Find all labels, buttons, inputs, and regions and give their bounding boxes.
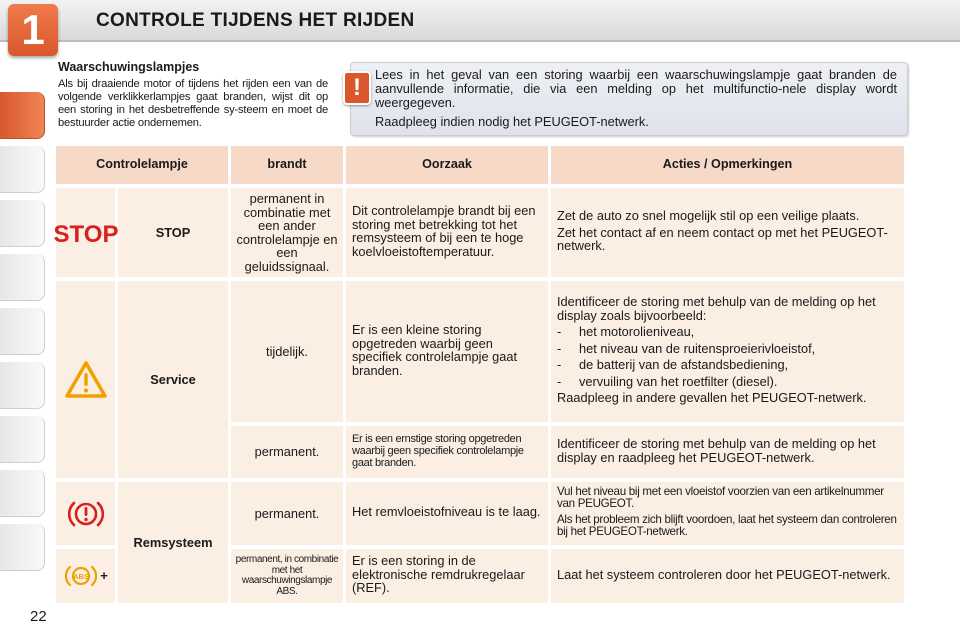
- chapter-tab-5[interactable]: [0, 308, 45, 355]
- lamp-name-service: Service: [118, 281, 228, 478]
- list-item: [557, 358, 898, 372]
- brandt-service-2: permanent.: [231, 426, 343, 478]
- brandt-stop: permanent in combinatie met een ander controlelampje en een geluidssignaal.: [231, 188, 343, 277]
- stop-icon: [53, 218, 118, 248]
- actie-text: Identificeer de storing met behulp van de melding op het display zoals bijvoorbeeld:: [557, 294, 876, 323]
- service-warning-icon: [56, 281, 115, 478]
- actie-text: Identificeer de storing met behulp van de melding op het display en raadpleeg het PEUGEOT-netwerk.: [557, 436, 876, 465]
- oorzaak-stop: [346, 188, 548, 277]
- plus-sign: +: [100, 568, 108, 584]
- list-item: [557, 375, 898, 389]
- oorzaak-text: Er is een kleine storing opgetreden waarbij geen specifiek controlelampje gaat branden.: [352, 322, 518, 378]
- brandt-rem-2: permanent, in combinatie met het waarschuwingslampje ABS.: [231, 549, 343, 603]
- svg-text:STOP: STOP: [53, 220, 118, 248]
- notice-paragraph: Lees in het geval van een storing waarbij een waarschuwingslampje gaat branden de aanvullende informatie, die via een melding op het multifunctio-nele display wordt weergegeven.: [375, 67, 897, 110]
- chapter-tab-2[interactable]: [0, 146, 45, 193]
- brake-circle-icon: [66, 498, 106, 530]
- actie-text: Vul het niveau bij met een vloeistof voorzien van een artikelnummer van PEUGEOT.: [557, 484, 884, 510]
- bullet-text: vervuiling van het roetfilter (diesel).: [579, 373, 778, 389]
- chapter-tab-3[interactable]: [0, 200, 45, 247]
- notice-paragraph: Raadpleeg indien nodig het PEUGEOT-netwerk.: [375, 114, 649, 129]
- oorzaak-rem-2: [346, 549, 548, 603]
- page-title: CONTROLE TIJDENS HET RIJDEN: [96, 10, 415, 31]
- lamp-name-rem: Remsysteem: [118, 482, 228, 603]
- brandt-service-1: tijdelijk.: [231, 281, 343, 422]
- intro-text: Als bij draaiende motor of tijdens het rijden een van de volgende verklikkerlampjes gaat branden, wijst dit op een storing in het desbetreffende sy-steem en moet de bestuurder actie ondernemen.: [58, 78, 328, 129]
- oorzaak-service-2: [346, 426, 548, 478]
- chapter-tab-1[interactable]: [0, 92, 45, 139]
- bullet-mark: -: [557, 324, 562, 340]
- page-header: [0, 0, 960, 56]
- chapter-tab-7[interactable]: [0, 416, 45, 463]
- bullet-mark: -: [557, 340, 562, 356]
- brake-warning-icon: [56, 482, 115, 545]
- column-header: Controlelampje: [56, 146, 228, 184]
- chapter-tab-6[interactable]: [0, 362, 45, 409]
- list-item: [557, 325, 898, 339]
- bullet-text: de batterij van de afstandsbediening,: [579, 357, 789, 373]
- acties-stop: [551, 188, 904, 277]
- acties-service-1: [551, 281, 904, 422]
- brandt-rem-1: permanent.: [231, 482, 343, 545]
- oorzaak-service-1: [346, 281, 548, 422]
- oorzaak-text: Er is een ernstige storing opgetreden waarbij geen specifiek controlelampje gaat branden.: [352, 432, 524, 469]
- warning-triangle-icon: [64, 360, 108, 400]
- actie-text: Raadpleeg in andere gevallen het PEUGEOT-netwerk.: [557, 390, 867, 406]
- notice-text: [375, 68, 897, 134]
- abs-warning-icon: [56, 549, 115, 603]
- oorzaak-text: Dit controlelampje brandt bij een storing met betrekking tot het remsysteem of bij een te hoge koelvloeistoftemperatuur.: [352, 203, 536, 259]
- actie-text: Zet de auto zo snel mogelijk stil op een veilige plaats.: [557, 208, 860, 224]
- chapter-tab-8[interactable]: [0, 470, 45, 517]
- bullet-text: het motorolieniveau,: [579, 324, 695, 340]
- chapter-badge: 1: [8, 4, 58, 56]
- column-header: brandt: [231, 146, 343, 184]
- abs-icon: [63, 563, 99, 589]
- bullet-mark: -: [557, 373, 562, 389]
- lamp-name-stop: STOP: [118, 188, 228, 277]
- oorzaak-rem-1: [346, 482, 548, 545]
- actie-text: Laat het systeem controleren door het PEUGEOT-netwerk.: [557, 566, 891, 582]
- actie-text: Als het probleem zich blijft voordoen, laat het systeem dan controleren bij het PEUGEOT-netwerk.: [557, 512, 897, 538]
- oorzaak-text: Het remvloeistofniveau is te laag.: [352, 504, 541, 520]
- column-header: Oorzaak: [346, 146, 548, 184]
- bullet-mark: -: [557, 357, 562, 373]
- page-number: 22: [30, 608, 47, 625]
- acties-rem-1: [551, 482, 904, 545]
- exclamation-icon: !: [343, 71, 371, 105]
- chapter-tab-4[interactable]: [0, 254, 45, 301]
- bullet-text: het niveau van de ruitensproeierivloeistof,: [579, 340, 816, 356]
- acties-rem-2: [551, 549, 904, 603]
- stop-warning-icon: [53, 188, 118, 277]
- actie-text: Zet het contact af en neem contact op met het PEUGEOT-netwerk.: [557, 224, 888, 254]
- chapter-tabs: [0, 56, 48, 576]
- warning-intro: [58, 60, 328, 130]
- chapter-tab-9[interactable]: [0, 524, 45, 571]
- column-header: Acties / Opmerkingen: [551, 146, 904, 184]
- list-item: [557, 342, 898, 356]
- acties-service-2: [551, 426, 904, 478]
- oorzaak-text: Er is een storing in de elektronische remdrukregelaar (REF).: [352, 553, 525, 596]
- svg-text:ABS: ABS: [73, 572, 90, 581]
- section-title: Waarschuwingslampjes: [58, 60, 200, 74]
- notice-box: [350, 62, 908, 136]
